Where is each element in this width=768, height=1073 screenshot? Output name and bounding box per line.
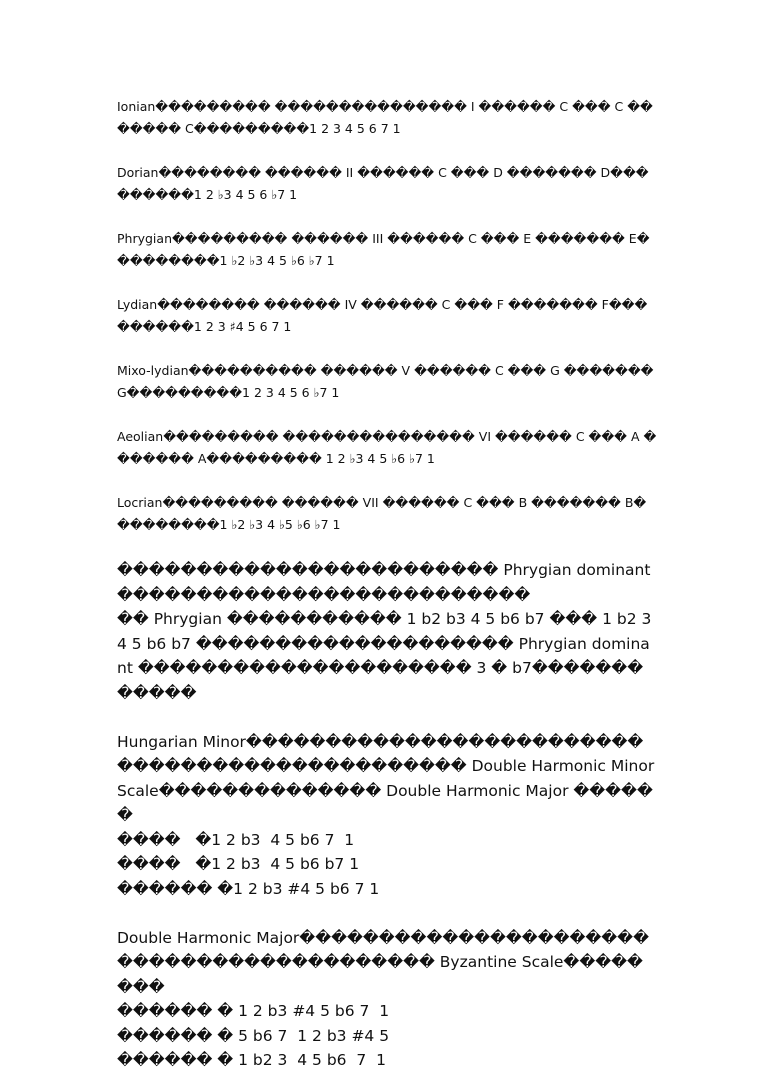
phrygian-dominant-section bbox=[117, 558, 657, 705]
mode-locrian: Locrian��������� ������ VII ������ C ��� B ������� B���������1 ♭2 ♭3 4 ♭5 ♭6 ♭7 1 bbox=[117, 495, 647, 532]
hungarian-minor-row: ���� �1 2 b3 4 5 b6 7 1 bbox=[117, 830, 355, 849]
mode-mixolydian: Mixo-lydian���������� ������ V ������ C ��� G ������� G���������1 2 3 4 5 6 ♭7 1 bbox=[117, 363, 658, 400]
document-page bbox=[117, 96, 660, 1073]
hungarian-minor-section bbox=[117, 730, 660, 902]
hungarian-minor-intro: Hungarian Minor����������������������������������������������� Double Harmonic Minor Scale�������������� Double Harmonic Major ������ bbox=[117, 732, 660, 824]
phrygian-dominant-paragraph-1: ������������������������ Phrygian dominant �������������������������� bbox=[117, 561, 656, 604]
hungarian-minor-row: ���� �1 2 b3 4 5 b6 b7 1 bbox=[117, 855, 360, 873]
double-harmonic-row: ������ � 1 2 b3 #4 5 b6 7 1 bbox=[117, 1002, 390, 1020]
double-harmonic-row: ������ � 1 b2 3 4 5 b6 7 1 bbox=[117, 1051, 386, 1069]
double-harmonic-major-section bbox=[117, 926, 657, 1073]
double-harmonic-intro: Double Harmonic Major������������������������������������������ Byzantine Scale�������� bbox=[117, 928, 649, 996]
mode-ionian: Ionian��������� ��������������� I ������ C ��� C ������� C���������1 2 3 4 5 6 7 1 bbox=[117, 99, 653, 136]
mode-dorian: Dorian�������� ������ II ������ C ��� D ������� D���������1 2 ♭3 4 5 6 ♭7 1 bbox=[117, 165, 649, 202]
hungarian-minor-row: ������ �1 2 b3 #4 5 b6 7 1 bbox=[117, 879, 380, 898]
mode-lydian: Lydian�������� ������ IV ������ C ��� F ������� F���������1 2 3 ♯4 5 6 7 1 bbox=[117, 297, 648, 334]
mode-phrygian: Phrygian��������� ������ III ������ C ��� E ������� E���������1 ♭2 ♭3 4 5 ♭6 ♭7 1 bbox=[117, 231, 650, 268]
mode-aeolian: Aeolian��������� ��������������� VI ������ C ��� A ������� A��������� 1 2 ♭3 4 5 ♭6 ♭7 1 bbox=[117, 429, 657, 466]
church-modes-section bbox=[117, 96, 657, 536]
double-harmonic-row: ������ � 5 b6 7 1 2 b3 #4 5 bbox=[117, 1026, 390, 1045]
phrygian-dominant-paragraph-2: �� Phrygian ����������� 1 b2 b3 4 5 b6 b7 ��� 1 b2 3 4 5 b6 b7 �������������������� Phrygian dominant ��������������������� 3 � b7������������ bbox=[117, 610, 657, 702]
